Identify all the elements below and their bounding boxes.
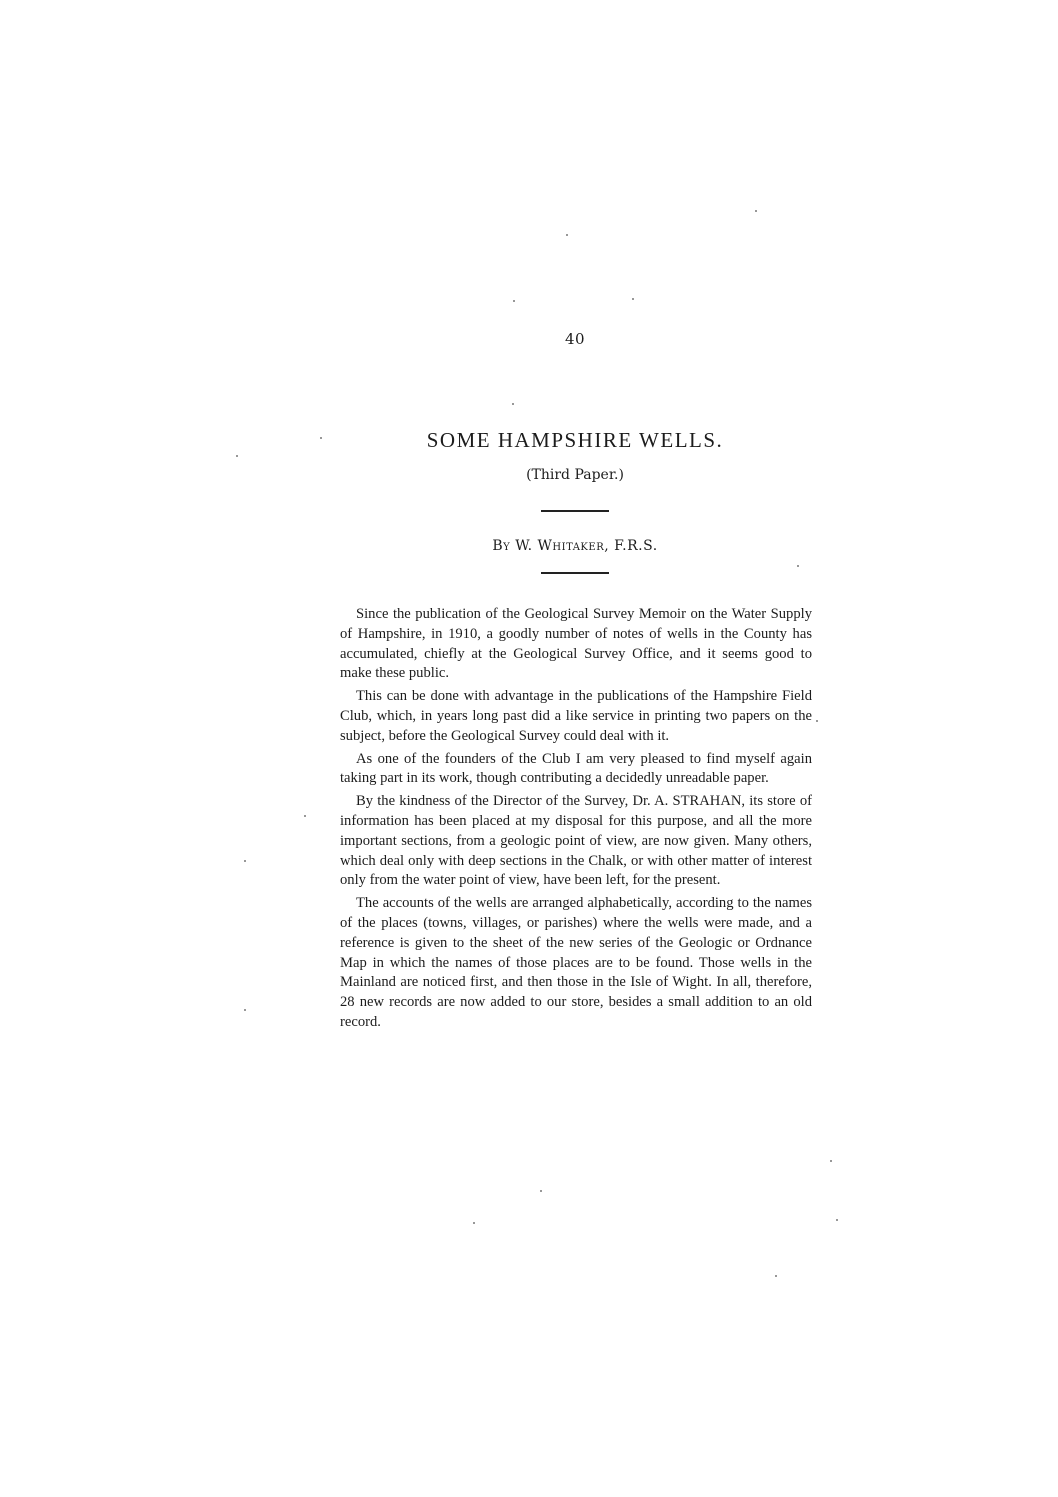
- scan-speck: [816, 720, 818, 722]
- scan-speck: [566, 234, 568, 236]
- scan-speck: [830, 1160, 832, 1162]
- paragraph: By the kindness of the Director of the Survey, Dr. A. STRAHAN, its store of information has been placed at my disposal for this purpose, and all the more important sections, from a geologic point of view, are now given. Many others, which deal only with deep sections in the Chalk, or with other matter of interest only from the water point of view, have been left, for the present.: [340, 793, 812, 889]
- scan-speck: [236, 455, 238, 457]
- scan-speck: [540, 1190, 542, 1192]
- paragraph: Since the publication of the Geological Survey Memoir on the Water Supply of Hampshire, in 1910, a goodly number of notes of wells in the County has accumulated, chiefly at the Geological Survey Office, and it seems good to make these public.: [340, 606, 812, 682]
- article-title: SOME HAMPSHIRE WELLS.: [426, 428, 724, 452]
- paragraph: As one of the founders of the Club I am very pleased to find myself again taking part in its work, though contributing a decidedly unreadable paper.: [340, 750, 812, 787]
- scan-speck: [244, 1009, 246, 1011]
- scan-speck: [513, 300, 515, 302]
- byline-divider: [541, 572, 609, 574]
- scan-speck: [473, 1222, 475, 1224]
- byline-author: W. Whitaker, F.R.S.: [515, 538, 658, 554]
- scan-speck: [304, 815, 306, 817]
- paragraph: This can be done with advantage in the publications of the Hampshire Field Club, which, in years long past did a like service in printing two papers on the subject, before the Geological Survey could deal with it.: [340, 688, 812, 744]
- paragraph: The accounts of the wells are arranged alphabetically, according to the names of the places (towns, villages, or parishes) where the wells were made, and a reference is given to the sheet of the new series of the Geologic or Ordnance Map in which the names of those places are to be found. Those wells in the Mainland are noticed first, and then those in the Isle of Wight. In all, therefore, 28 new records are now added to our store, besides a small addition to an old record.: [340, 895, 812, 1030]
- byline-prefix: By: [492, 538, 511, 554]
- title-divider: [541, 510, 609, 512]
- page-number: 40: [564, 330, 586, 348]
- scan-speck: [775, 1275, 777, 1277]
- article-subtitle: (Third Paper.): [526, 467, 624, 483]
- scan-speck: [244, 860, 246, 862]
- scan-speck: [836, 1219, 838, 1221]
- scan-speck: [755, 210, 757, 212]
- scan-speck: [512, 403, 514, 405]
- article-body: [340, 605, 812, 1036]
- scan-speck: [320, 437, 322, 439]
- scan-speck: [632, 298, 634, 300]
- scan-speck: [797, 565, 799, 567]
- byline: [0, 538, 1058, 554]
